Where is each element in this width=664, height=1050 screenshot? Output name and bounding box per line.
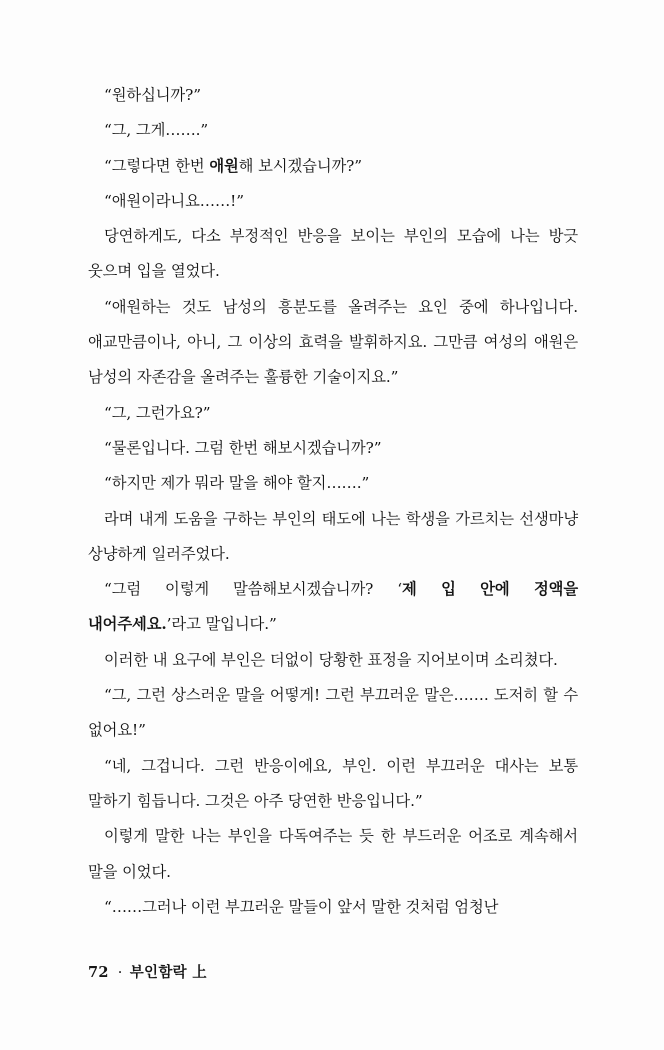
- emphasis-text: 제 입 안에 정액을 내어주세요.: [88, 580, 578, 634]
- paragraph: [88, 219, 578, 290]
- page-body-text: [88, 78, 578, 925]
- paragraph: [88, 396, 578, 431]
- paragraph-text: 당연하게도, 다소 부정적인 반응을 보이는 부인의 모습에 나는 방긋 웃으며 입을 열었다.: [88, 227, 578, 281]
- paragraph-text: “하지만 제가 뭐라 말을 해야 할지…….”: [104, 474, 370, 493]
- paragraph-text: 이러한 내 요구에 부인은 더없이 당황한 표정을 지어보이며 소리쳤다.: [104, 650, 558, 669]
- paragraph: [88, 890, 578, 925]
- paragraph: [88, 149, 578, 184]
- paragraph-text: “……그러나 이런 부끄러운 말들이 앞서 말한 것처럼 엄청난: [104, 897, 499, 916]
- paragraph-text: 이렇게 말한 나는 부인을 다독여주는 듯 한 부드러운 어조로 계속해서 말을 이었다.: [88, 827, 578, 881]
- page-footer: [88, 962, 578, 984]
- paragraph: [88, 678, 578, 749]
- paragraph-text: “그, 그런 상스러운 말을 어떻게! 그런 부끄러운 말은……. 도저히 할 수 없어요!”: [88, 686, 578, 740]
- footer-separator: ·: [117, 965, 123, 981]
- emphasis-text: 애원: [209, 156, 239, 175]
- paragraph: [88, 78, 578, 113]
- paragraph-text: “그, 그런가요?”: [104, 403, 211, 422]
- paragraph-text: ’라고 말입니다.”: [166, 615, 277, 634]
- paragraph-text: “원하십니까?”: [104, 86, 201, 104]
- paragraph-text: “애원이라니요……!”: [104, 191, 244, 210]
- paragraph: [88, 572, 578, 643]
- paragraph: [88, 466, 578, 501]
- paragraph-text: “그럼 이렇게 말씀해보시겠습니까? ‘: [104, 580, 402, 599]
- paragraph-text: “애원하는 것도 남성의 흥분도를 올려주는 요인 중에 하나입니다. 애교만큼이나, 아니, 그 이상의 효력을 발휘하지요. 그만큼 여성의 애원은 남성의 자존감을 올려주는 훌륭한 기술이지요.”: [88, 297, 578, 387]
- paragraph: [88, 113, 578, 148]
- paragraph-text: “그, 그게…….”: [104, 121, 209, 140]
- paragraph: [88, 290, 578, 396]
- paragraph: [88, 819, 578, 890]
- paragraph-text: 라며 내게 도움을 구하는 부인의 태도에 나는 학생을 가르치는 선생마냥 상냥하게 일러주었다.: [88, 509, 578, 563]
- paragraph-text: “네, 그겁니다. 그런 반응이에요, 부인. 이런 부끄러운 대사는 보통 말하기 힘듭니다. 그것은 아주 당연한 반응입니다.”: [88, 756, 578, 810]
- paragraph-text: “물론입니다. 그럼 한번 해보시겠습니까?”: [104, 438, 382, 457]
- paragraph: [88, 749, 578, 820]
- paragraph-text: “그렇다면 한번: [104, 156, 210, 175]
- book-title: 부인함락 上: [129, 964, 208, 981]
- page-number: 72: [88, 964, 109, 981]
- paragraph-text: 해 보시겠습니까?”: [238, 156, 362, 175]
- paragraph: [88, 502, 578, 573]
- paragraph: [88, 184, 578, 219]
- paragraph: [88, 431, 578, 466]
- paragraph: [88, 643, 578, 678]
